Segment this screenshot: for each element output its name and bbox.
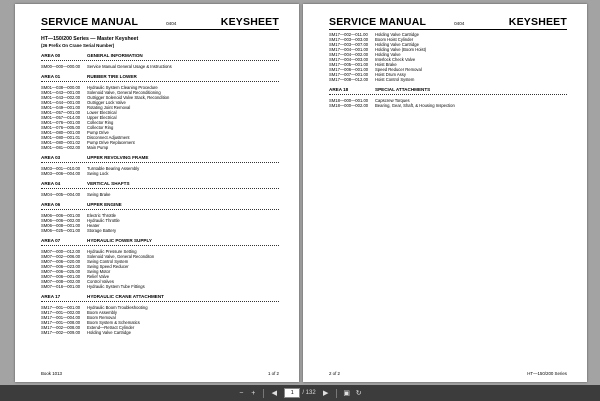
area-section [41,238,279,289]
doc-code: SM17—001—002.00 [41,310,81,315]
doc-code: SM17—004—002.00 [329,52,369,57]
series-subtitle: (26 Prefix On Crane Serial Number) [41,43,115,48]
doc-title: Collector Ring [87,125,114,130]
doc-code: SM17—005—001.00 [329,62,369,67]
doc-code: SM17—007—001.00 [329,72,369,77]
doc-title: Turntable Bearing Assembly [87,166,140,171]
doc-title: Extend—Retract Cylinder [87,325,135,330]
doc-title: Boom System & Schematics [87,320,140,325]
footer-page: 2 of 2 [329,371,340,376]
zoom-in-icon[interactable]: + [251,389,256,397]
zoom-out-icon[interactable]: − [239,389,244,397]
doc-title: Hydraulic Throttle [87,218,120,223]
page-header [329,16,567,30]
header-number: 0404 [454,21,465,26]
area-section [41,53,279,69]
dotted-rule [41,301,279,304]
doc-title: Bearing, Gear, Shaft, & Housing Inspection [375,103,455,108]
page-footer [41,371,279,376]
doc-code: SM01—080—001.01 [41,135,81,140]
keysheet-sections [41,53,279,335]
doc-title: Speed Reducer Removal [375,67,422,72]
doc-title: Outrigger Lock Valve [87,100,126,105]
doc-code: SM01—057—014.00 [41,115,81,120]
page-2 [303,4,587,382]
doc-code: SM01—043—001.00 [41,90,81,95]
viewer-toolbar [0,385,600,401]
area-number: AREA 00 [41,53,61,58]
dotted-rule [41,162,279,165]
doc-code: SM01—038—000.00 [41,85,81,90]
doc-code: SM17—001—001.00 [41,305,81,310]
area-title: HYDRAULIC CRANE ATTACHMENT [87,294,164,299]
area-number: AREA 03 [41,155,61,160]
header-keysheet: KEYSHEET [220,16,279,28]
doc-title: Lower Electrical [87,110,117,115]
footer-series: HT—150/200 Series [527,371,567,376]
doc-title: Swing Lock [87,171,109,176]
doc-title: Hydraulic Boom Troubleshooting [87,305,148,310]
doc-title: Boom Hoist Cylinder [375,37,414,42]
dotted-rule [329,94,567,97]
doc-title: Heater [87,223,100,228]
area-number: AREA 01 [41,74,61,79]
page-total: / 132 [302,390,316,396]
doc-code: SM07—006—025.00 [41,269,81,274]
doc-code: SM01—057—001.00 [41,110,81,115]
doc-code: SM06—008—001.00 [41,223,81,228]
fit-page-icon[interactable]: ▣ [343,390,350,397]
page-header [41,16,279,30]
doc-code: SM17—003—003.00 [329,37,369,42]
doc-title: Holding Valve (Boom Hoist) [375,47,427,52]
page-1 [15,4,299,382]
area-heading [41,53,279,58]
chevron-right-icon[interactable]: ▶ [322,390,329,397]
keysheet-row [329,103,567,108]
doc-title: Upper Electrical [87,115,117,120]
doc-code: SM07—006—023.00 [41,264,81,269]
area-title: SPECIAL ATTACHMENTS [375,87,431,92]
doc-title: Outrigger Solenoid Valve Stack, Recondition [87,95,170,100]
doc-title: Boom Assembly [87,310,118,315]
area-title: UPPER ENGINE [87,202,122,207]
toolbar-divider [263,389,264,398]
area-title: VERTICAL SHAFTS [87,181,130,186]
series-title: HT—150/200 Series — Master Keysheet [41,36,139,42]
doc-title: Storage Battery [87,228,117,233]
area-number: AREA 06 [41,202,61,207]
doc-code: SM17—002—008.00 [41,325,81,330]
area-number: AREA 07 [41,238,61,243]
doc-code: SM18—000—002.00 [329,103,369,108]
doc-title: Hoist Drum Assy [375,72,406,77]
doc-title: Holding Valve Cartridge [375,42,419,47]
keysheet-rows [329,32,567,82]
toolbar-divider [336,389,337,398]
doc-code: SM17—004—001.00 [329,47,369,52]
area-heading [329,87,567,92]
doc-title: Holding Valve Cartridge [375,32,419,37]
area-heading [41,155,279,160]
keysheet-row [41,171,279,176]
doc-code: SM17—008—012.00 [329,77,369,82]
doc-code: SM17—002—009.00 [41,330,81,335]
doc-title: Pump Drive [87,130,109,135]
doc-title: Control Valves [87,279,114,284]
doc-title: Relief Valve [87,274,110,279]
doc-title: Swing Speed Reducer [87,264,129,269]
doc-title: Boom Removal [87,315,116,320]
doc-title: Main Pump [87,145,109,150]
chevron-left-icon[interactable]: ◀ [271,390,277,397]
doc-code: SM01—076—005.00 [41,125,81,130]
header-keysheet: KEYSHEET [508,16,567,28]
doc-code: SM01—080—001.00 [41,130,81,135]
doc-code: SM01—080—001.02 [41,140,81,145]
area-title: HYDRAULIC POWER SUPPLY [87,238,152,243]
doc-code: SM18—000—001.00 [329,98,369,103]
doc-code: SM17—002—011.00 [329,32,368,37]
area-heading [41,294,279,299]
doc-code: SM01—043—002.00 [41,95,81,100]
doc-title: Holding Valve Cartridge [87,330,131,335]
keysheet-row [41,330,279,335]
doc-code: SM01—049—001.00 [41,105,81,110]
doc-title: Interlock Check Valve [375,57,416,62]
area-title: UPPER REVOLVING FRAME [87,155,149,160]
doc-code: SM07—002—006.00 [41,254,81,259]
doc-code: SM07—008—002.00 [41,279,81,284]
area-number: AREA 18 [329,87,349,92]
dotted-rule [41,245,279,248]
doc-title: Rotating Joint Removal [87,105,131,110]
doc-code: SM03—006—004.00 [41,171,81,176]
doc-title: Hoist Brake [375,62,397,67]
doc-title: Hydraulic System Tube Fittings [87,284,145,289]
doc-title: Swing Control System [87,259,129,264]
doc-title: Pump Drive Replacement [87,140,135,145]
doc-title: Holding Valve [375,52,401,57]
doc-title: Disconnect Adjustment [87,135,130,140]
rotate-icon[interactable]: ↻ [355,390,362,397]
doc-code: SM03—001—010.00 [41,166,81,171]
doc-title: Service Manual General Usage & Instructions [87,64,172,69]
area-number: AREA 17 [41,294,61,299]
doc-title: Solenoid Valve, General Reconditon [87,254,155,259]
area-section [329,87,567,108]
area-section [41,181,279,197]
doc-code: SM07—000—012.00 [41,249,81,254]
doc-code: SM17—004—003.00 [329,57,369,62]
area-section [41,202,279,233]
doc-title: Hydraulic Pressure Setting [87,249,137,254]
doc-code: SM06—025—001.00 [41,228,81,233]
header-number: 0404 [166,21,177,26]
doc-title: Hydraulic System Cleaning Procedure [87,85,158,90]
keysheet-row [41,145,279,150]
area-number: AREA 04 [41,181,61,186]
doc-code: SM06—006—001.00 [41,213,81,218]
area-heading [41,74,279,79]
doc-title: Electric Throttle [87,213,117,218]
area-heading [41,238,279,243]
keysheet-row [41,284,279,289]
dotted-rule [41,188,279,191]
doc-code: SM01—081—002.00 [41,145,81,150]
doc-title: Hoist Control System [375,77,415,82]
dotted-rule [41,60,279,63]
keysheet-row [41,64,279,69]
keysheet-row [329,77,567,82]
doc-title: Capscrew Torques [375,98,410,103]
page-number-input[interactable]: 1 [284,388,300,398]
keysheet-row [41,192,279,197]
area-title: RUBBER TIRE LOWER [87,74,137,79]
doc-code: SM00—000—000.00 [41,64,81,69]
keysheet-section [329,87,567,108]
area-heading [41,202,279,207]
doc-code: SM17—001—004.00 [41,315,81,320]
doc-code: SM17—006—001.00 [329,67,369,72]
header-title: SERVICE MANUAL [329,16,427,28]
doc-title: Swing Brake [87,192,111,197]
page-footer [329,371,567,376]
doc-code: SM17—003—007.00 [329,42,369,47]
doc-title: Solenoid Valve, General Reconditioning [87,90,161,95]
area-heading [41,181,279,186]
footer-book: Book 1013 [41,371,62,376]
header-title: SERVICE MANUAL [41,16,139,28]
doc-title: Swing Motor [87,269,111,274]
doc-code: SM04—005—004.00 [41,192,81,197]
doc-code: SM07—016—001.00 [41,284,81,289]
doc-code: SM07—006—001.00 [41,274,81,279]
area-section [41,155,279,176]
dotted-rule [41,81,279,84]
doc-code: SM01—076—001.00 [41,120,81,125]
doc-code: SM01—044—001.00 [41,100,81,105]
doc-title: Collector Ring [87,120,114,125]
area-section [41,74,279,150]
page-navigator [284,388,315,398]
doc-code: SM07—006—020.00 [41,259,81,264]
keysheet-row [41,228,279,233]
doc-code: SM17—001—008.00 [41,320,81,325]
area-title: GENERAL INFORMATION [87,53,143,58]
doc-code: SM06—006—002.00 [41,218,81,223]
footer-page: 1 of 2 [268,371,279,376]
dotted-rule [41,209,279,212]
area-section [41,294,279,335]
